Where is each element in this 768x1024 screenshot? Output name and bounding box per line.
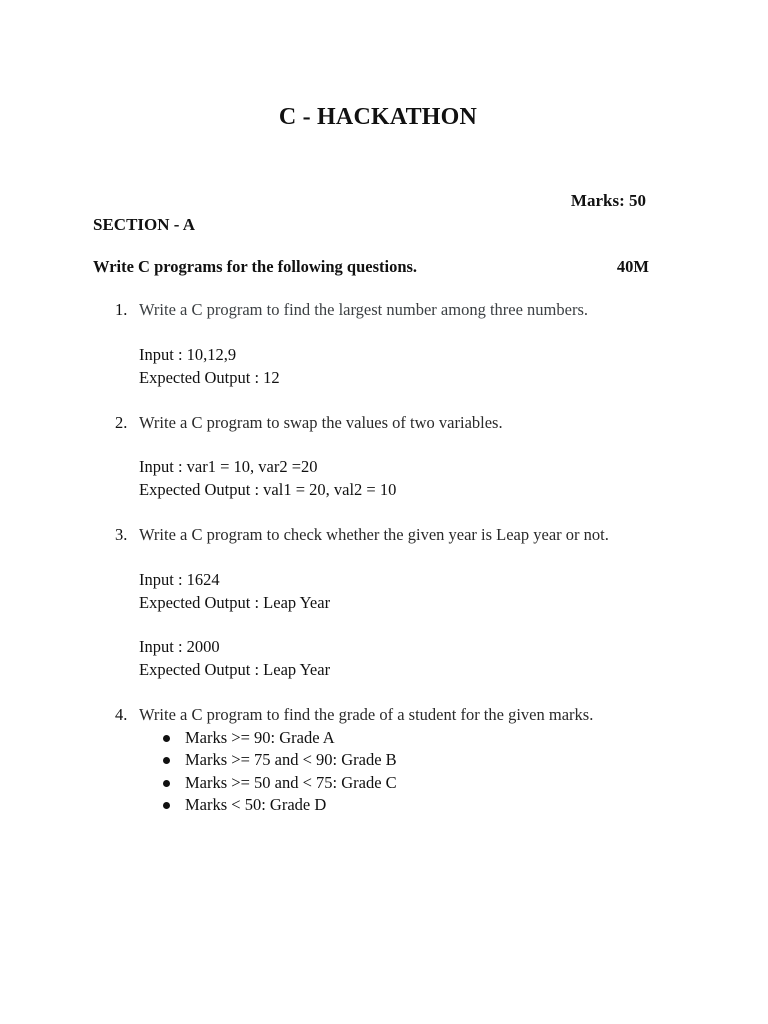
question-3-input-1: Input : 1624 xyxy=(139,570,220,589)
question-3-input-2: Input : 2000 xyxy=(139,637,220,656)
question-3-text: Write a C program to check whether the given year is Leap year or not. xyxy=(139,525,609,544)
bullet-icon xyxy=(163,757,170,764)
question-1-output: Expected Output : 12 xyxy=(139,368,280,387)
section-heading: SECTION - A xyxy=(93,215,196,234)
question-3-output-1: Expected Output : Leap Year xyxy=(139,593,331,612)
question-2-number: 2. xyxy=(115,413,128,432)
question-3-number: 3. xyxy=(115,525,128,544)
bullet-icon xyxy=(163,780,170,787)
bullet-icon xyxy=(163,802,170,809)
question-2-input: Input : var1 = 10, var2 =20 xyxy=(139,457,318,476)
question-1-number: 1. xyxy=(115,300,128,319)
grade-rule-a: Marks >= 90: Grade A xyxy=(185,728,335,747)
question-4-number: 4. xyxy=(115,705,128,724)
total-marks: Marks: 50 xyxy=(570,191,646,210)
instruction-marks: 40M xyxy=(616,257,649,276)
question-1-input: Input : 10,12,9 xyxy=(139,345,237,364)
question-1-text: Write a C program to find the largest number among three numbers. xyxy=(139,300,588,319)
grade-rule-b: Marks >= 75 and < 90: Grade B xyxy=(185,750,397,769)
instruction-text: Write C programs for the following questions. xyxy=(93,257,418,276)
question-2-output: Expected Output : val1 = 20, val2 = 10 xyxy=(139,480,397,499)
question-3-output-2: Expected Output : Leap Year xyxy=(139,660,331,679)
grade-rule-c: Marks >= 50 and < 75: Grade C xyxy=(185,773,397,792)
page-title: C - HACKATHON xyxy=(278,104,478,130)
grade-rule-d: Marks < 50: Grade D xyxy=(185,795,327,814)
bullet-icon xyxy=(163,735,170,742)
question-4-text: Write a C program to find the grade of a student for the given marks. xyxy=(139,705,594,724)
question-2-text: Write a C program to swap the values of two variables. xyxy=(139,413,503,432)
